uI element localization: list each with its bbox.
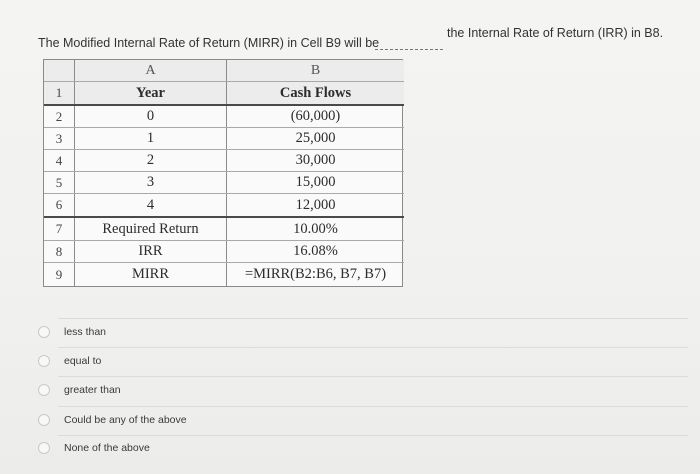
row-number: 5 bbox=[44, 172, 75, 193]
sheet-row-6 bbox=[44, 194, 404, 218]
radio-button[interactable] bbox=[38, 355, 50, 367]
option-could-be-any[interactable] bbox=[38, 408, 688, 432]
option-equal-to[interactable] bbox=[38, 349, 688, 373]
question-text-before: The Modified Internal Rate of Return (MIRR) in Cell B9 will be bbox=[38, 36, 380, 50]
row-number: 6 bbox=[44, 194, 75, 216]
option-label: less than bbox=[64, 326, 107, 338]
cell-b4: 30,000 bbox=[295, 152, 336, 168]
row-number: 8 bbox=[44, 241, 75, 262]
sheet-row-5 bbox=[44, 172, 404, 194]
row-number: 1 bbox=[44, 82, 75, 104]
cell-b1: Cash Flows bbox=[279, 84, 352, 101]
divider bbox=[58, 347, 688, 348]
row-number: 9 bbox=[44, 263, 75, 286]
row-number: 7 bbox=[44, 218, 75, 240]
cell-a9: MIRR bbox=[75, 263, 227, 286]
cell-b6: 12,000 bbox=[295, 196, 336, 213]
divider bbox=[58, 318, 688, 319]
answer-blank bbox=[375, 49, 443, 50]
sheet-row-2 bbox=[44, 106, 404, 128]
cell-a4: 2 bbox=[75, 150, 227, 171]
divider bbox=[58, 376, 688, 377]
cell-b2: (60,000) bbox=[290, 108, 341, 124]
sheet-row-1 bbox=[44, 82, 404, 106]
radio-button[interactable] bbox=[38, 384, 50, 396]
radio-button[interactable] bbox=[38, 414, 50, 426]
cell-b7: 10.00% bbox=[293, 220, 338, 237]
cell-b5: 15,000 bbox=[295, 174, 336, 190]
row-number: 2 bbox=[44, 106, 75, 127]
option-label: equal to bbox=[64, 355, 102, 367]
cell-a1: Year bbox=[75, 82, 227, 104]
sheet-row-9 bbox=[44, 263, 404, 286]
option-less-than[interactable] bbox=[38, 320, 688, 344]
column-header-row bbox=[44, 60, 404, 82]
radio-button[interactable] bbox=[38, 326, 50, 338]
radio-button[interactable] bbox=[38, 442, 50, 454]
option-label: greater than bbox=[64, 384, 121, 396]
cell-b8: 16.08% bbox=[293, 243, 338, 259]
corner-cell bbox=[44, 60, 75, 81]
sheet-row-8 bbox=[44, 241, 404, 263]
question-text-after: the Internal Rate of Return (IRR) in B8. bbox=[447, 26, 664, 40]
option-none-of-the-above[interactable] bbox=[38, 436, 688, 460]
cell-a7: Required Return bbox=[75, 218, 227, 240]
sheet-row-4 bbox=[44, 150, 404, 172]
cell-a2: 0 bbox=[75, 106, 227, 127]
cell-a6: 4 bbox=[75, 194, 227, 216]
option-label: None of the above bbox=[64, 442, 150, 454]
column-header-b: B bbox=[310, 62, 321, 78]
cell-b3: 25,000 bbox=[295, 130, 336, 146]
cell-b9: =MIRR(B2:B6, B7, B7) bbox=[244, 266, 387, 282]
cell-a8: IRR bbox=[75, 241, 227, 262]
option-greater-than[interactable] bbox=[38, 378, 688, 402]
row-number: 3 bbox=[44, 128, 75, 149]
row-number: 4 bbox=[44, 150, 75, 171]
sheet-row-7 bbox=[44, 218, 404, 241]
column-header-a: A bbox=[75, 60, 227, 81]
option-label: Could be any of the above bbox=[64, 414, 187, 426]
cell-a3: 1 bbox=[75, 128, 227, 149]
sheet-row-3 bbox=[44, 128, 404, 150]
divider bbox=[58, 406, 688, 407]
cell-a5: 3 bbox=[75, 172, 227, 193]
question-text bbox=[38, 26, 678, 53]
spreadsheet-image bbox=[43, 59, 403, 287]
